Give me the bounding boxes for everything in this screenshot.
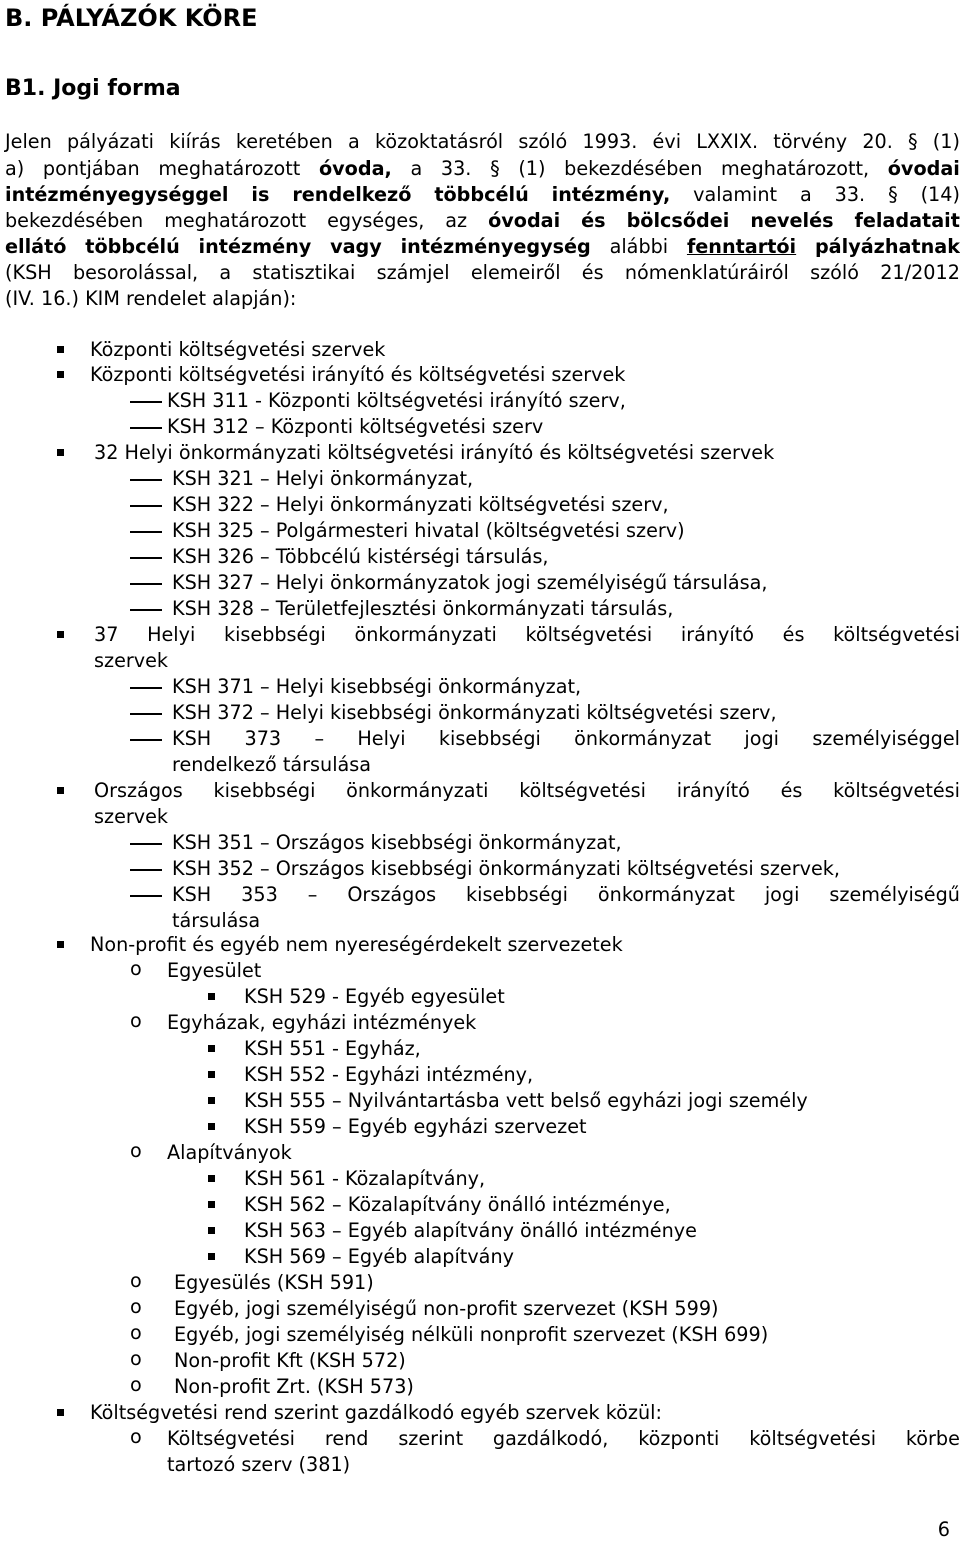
dash-bullet-icon [130,427,162,429]
list-item: Költségvetési rend szerint gazdálkodó egyéb szervek közül: [90,1401,662,1424]
square-bullet-icon [57,631,64,638]
square-bullet-icon [208,993,215,1000]
dash-bullet-icon [130,895,162,897]
list-item: Egyéb, jogi személyiség nélküli nonprofit szervezet (KSH 699) [174,1323,769,1346]
circle-bullet-icon: o [130,957,142,980]
intro-line-3: intézményegységgel is rendelkező többcélú intézmény, valamint a 33. § (14) [5,183,960,206]
list-item: KSH 559 – Egyéb egyházi szervezet [244,1115,587,1138]
dash-bullet-icon [130,531,162,533]
subsection-title: B1. Jogi forma [5,76,181,101]
list-item-continuation: szervek [94,649,169,672]
list-item: 37 Helyi kisebbségi önkormányzati költségvetési irányító és költségvetési [94,623,960,646]
square-bullet-icon [208,1201,215,1208]
circle-bullet-icon: o [130,1321,142,1344]
list-item: KSH 311 - Központi költségvetési irányító szerv, [167,389,626,412]
intro-line-7: (IV. 16.) KIM rendelet alapján): [5,287,297,310]
list-item: KSH 569 – Egyéb alapítvány [244,1245,514,1268]
square-bullet-icon [208,1175,215,1182]
intro-line-1: Jelen pályázati kiírás keretében a közoktatásról szóló 1993. évi LXXIX. törvény 20. § (1) [5,130,960,153]
square-bullet-icon [208,1253,215,1260]
list-item: KSH 551 - Egyház, [244,1037,421,1060]
list-item: KSH 372 – Helyi kisebbségi önkormányzati költségvetési szerv, [172,701,777,724]
list-item: Központi költségvetési irányító és költségvetési szervek [90,363,626,386]
square-bullet-icon [208,1071,215,1078]
list-item: Egyházak, egyházi intézmények [167,1011,477,1034]
dash-bullet-icon [130,843,162,845]
list-item: Non-profit Kft (KSH 572) [174,1349,406,1372]
list-item: Egyesülés (KSH 591) [174,1271,374,1294]
dash-bullet-icon [130,583,162,585]
list-item-continuation: társulása [172,909,261,932]
circle-bullet-icon: o [130,1347,142,1370]
list-item: Költségvetési rend szerint gazdálkodó, központi költségvetési körbe [167,1427,960,1450]
list-item: KSH 326 – Többcélú kistérségi társulás, [172,545,549,568]
list-item: Központi költségvetési szervek [90,338,386,361]
list-item: KSH 351 – Országos kisebbségi önkormányzat, [172,831,622,854]
list-item: KSH 555 – Nyilvántartásba vett belső egyházi jogi személy [244,1089,808,1112]
list-item: KSH 325 – Polgármesteri hivatal (költségvetési szerv) [172,519,685,542]
list-item: KSH 327 – Helyi önkormányzatok jogi személyiségű társulása, [172,571,768,594]
list-item: Országos kisebbségi önkormányzati költségvetési irányító és költségvetési [94,779,960,802]
list-item: KSH 552 - Egyházi intézmény, [244,1063,534,1086]
list-item: KSH 312 – Központi költségvetési szerv [167,415,544,438]
square-bullet-icon [57,1409,64,1416]
list-item: KSH 352 – Országos kisebbségi önkormányzati költségvetési szervek, [172,857,840,880]
circle-bullet-icon: o [130,1269,142,1292]
intro-line-2: a) pontjában meghatározott óvoda, a 33. § (1) bekezdésében meghatározott, óvodai [5,157,960,180]
dash-bullet-icon [130,713,162,715]
circle-bullet-icon: o [130,1139,142,1162]
section-title: B. PÁLYÁZÓK KÖRE [5,4,258,32]
list-item: KSH 529 - Egyéb egyesület [244,985,505,1008]
circle-bullet-icon: o [130,1373,142,1396]
circle-bullet-icon: o [130,1425,142,1448]
intro-line-4: bekezdésében meghatározott egységes, az óvodai és bölcsődei nevelés feladatait [5,209,960,232]
list-item: KSH 562 – Közalapítvány önálló intézménye, [244,1193,671,1216]
square-bullet-icon [208,1123,215,1130]
dash-bullet-icon [130,609,162,611]
dash-bullet-icon [130,869,162,871]
circle-bullet-icon: o [130,1295,142,1318]
intro-line-5: ellátó többcélú intézmény vagy intézményegység alábbi fenntartói pályázhatnak [5,235,960,258]
list-item: KSH 321 – Helyi önkormányzat, [172,467,474,490]
dash-bullet-icon [130,505,162,507]
dash-bullet-icon [130,401,162,403]
page-number: 6 [937,1518,950,1541]
circle-bullet-icon: o [130,1009,142,1032]
dash-bullet-icon [130,739,162,741]
square-bullet-icon [57,941,64,948]
list-item-continuation: rendelkező társulása [172,753,372,776]
list-item: KSH 328 – Területfejlesztési önkormányzati társulás, [172,597,674,620]
square-bullet-icon [57,449,64,456]
list-item: Alapítványok [167,1141,292,1164]
list-item-continuation: tartozó szerv (381) [167,1453,351,1476]
square-bullet-icon [208,1227,215,1234]
list-item: Egyéb, jogi személyiségű non-profit szervezet (KSH 599) [174,1297,719,1320]
list-item-continuation: szervek [94,805,169,828]
list-item: KSH 353 – Országos kisebbségi önkormányzat jogi személyiségű [172,883,960,906]
dash-bullet-icon [130,687,162,689]
list-item: KSH 563 – Egyéb alapítvány önálló intézménye [244,1219,697,1242]
dash-bullet-icon [130,479,162,481]
list-item: 32 Helyi önkormányzati költségvetési irányító és költségvetési szervek [94,441,775,464]
square-bullet-icon [57,346,64,353]
intro-line-6: (KSH besorolással, a statisztikai számjel elemeiről és nómenklatúráiról szóló 21/2012 [5,261,960,284]
list-item: KSH 371 – Helyi kisebbségi önkormányzat, [172,675,582,698]
list-item: KSH 373 – Helyi kisebbségi önkormányzat jogi személyiséggel [172,727,960,750]
square-bullet-icon [57,371,64,378]
list-item: Egyesület [167,959,262,982]
square-bullet-icon [208,1045,215,1052]
square-bullet-icon [208,1097,215,1104]
dash-bullet-icon [130,557,162,559]
list-item: Non-profit és egyéb nem nyereségérdekelt szervezetek [90,933,623,956]
list-item: KSH 322 – Helyi önkormányzati költségvetési szerv, [172,493,669,516]
list-item: KSH 561 - Közalapítvány, [244,1167,486,1190]
list-item: Non-profit Zrt. (KSH 573) [174,1375,414,1398]
square-bullet-icon [57,787,64,794]
